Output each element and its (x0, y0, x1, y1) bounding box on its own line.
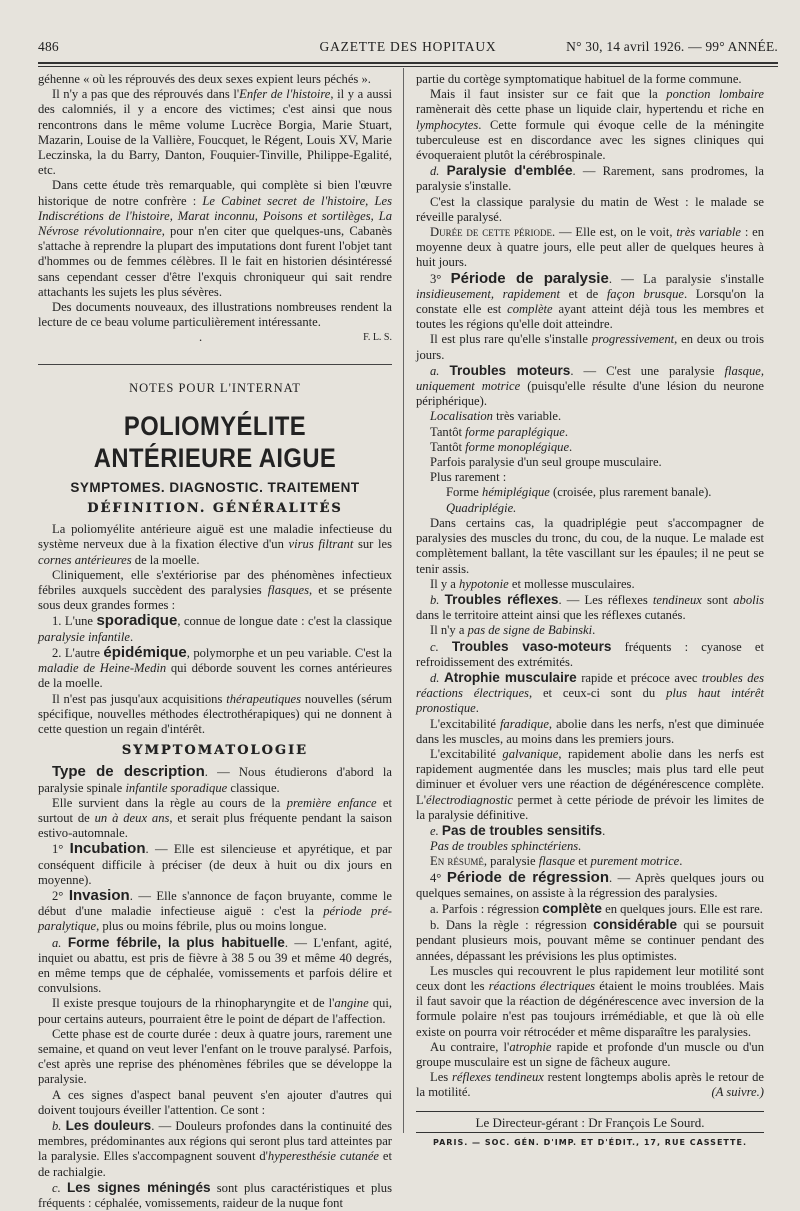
section-separator (38, 364, 392, 365)
paragraph: Localisation très variable. (430, 409, 562, 424)
paragraph: L'excitabilité faradique, abolie dans les nerfs, n'est que diminuée dans les muscles, au moins dans les premiers jours. (416, 716, 764, 746)
paragraph: En résumé, paralysie flasque et purement motrice. (430, 854, 683, 869)
review-paragraph: Dans cette étude très remarquable, qui complète si bien l'œuvre historique de notre confrère : Le Cabinet secret de l'histoire, Les Indiscrétions de l'histoire, Marat inconnu, Poisons et sortilèges, La Névrose révolutionnaire, pour n'en citer que quelques-uns, Cabanès s'attache à reprendre la plupart des imputations dont furent l'objet tant d'hommes ou de femmes célèbres. Il le fait en historien désintéressé sans cependant cesser d'être l'exquis chroniqueur qui sait rendre attachants les sujets les plus sévères. (38, 178, 392, 299)
paragraph: 2. L'autre épidémique, polymorphe et un peu variable. C'est la maladie de Heine-Medin qui déborde souvent les cornes antérieures de la moelle. (38, 643, 392, 691)
article-title: POLIOMYÉLITE ANTÉRIEURE AIGUE (93, 410, 337, 473)
paragraph: L'excitabilité galvanique, rapidement abolie dans les nerfs est rapidement augmentée dans les muscles; mais plus tard elle peut diminuer et évoluer vers une réaction de dégénérescence complète. L'électrodiagnostic permet à cette période de prévoir les limites de la paralysie définitive. (416, 746, 764, 822)
header-rule (38, 62, 778, 67)
paragraph: Tantôt forme monoplégique. (430, 439, 573, 454)
paragraph: b. Troubles réflexes. — Les réflexes tendineux sont abolis dans le territoire atteint ainsi que les réflexes cutanés. (416, 591, 765, 623)
paragraph: Pas de troubles sphinctériens. (430, 839, 582, 854)
paragraph: 2° Invasion. — Elle s'annonce de façon bruyante, comme le début d'une maladie infectieuse aiguë : c'est la période pré-paralytique, plus ou moins fébrile, plus ou moins longue. (38, 886, 393, 934)
paragraph: a. Troubles moteurs. — C'est une paralysie flasque, uniquement motrice (puisqu'elle résulte d'une lésion du neurone périphérique). (416, 362, 764, 409)
paragraph: d. Atrophie musculaire rapide et précoce avec troubles des réactions électriques, et ceux-ci sont du plus haut intérêt pronostique. (416, 669, 765, 716)
paragraph: Il est plus rare qu'elle s'installe progressivement, en deux ou trois jours. (416, 332, 764, 362)
review-paragraph: Il n'y a pas que des réprouvés dans l'Enfer de l'histoire, il y a aussi des calomniés, il y a encore des victimes; c'est ainsi que nous rencontrons dans le même volume Lucrèce Borgia, Marie Stuart, Mazarin, Louise de la Vallière, Foucquet, le Régent, Louis XV, Marie Leczinska, la du Barry, Danton, Fouquier-Tinville, Philippe-Egalité, etc. (38, 87, 392, 178)
review-paragraph: Des documents nouveaux, des illustrations nombreuses rendent la lecture de ce beau volume particulièrement intéressante. (38, 300, 392, 330)
paragraph: e. Pas de troubles sensitifs. (430, 822, 606, 838)
paragraph: a. Forme fébrile, la plus habituelle. — L'enfant, agité, inquiet ou abattu, est pris de fièvre à 38 5 ou 39 et même 40 degrés, en même temps que de céphalée, vomissements et parfois délire et convulsions. (38, 934, 393, 996)
printer-line: PARIS. — SOC. GÉN. D'IMP. ET D'ÉDIT., 17, RUE CASSETTE. (432, 1137, 748, 1147)
publisher-line: Le Directeur-gérant : Dr François Le Sourd. (416, 1115, 764, 1133)
page-footer (416, 1111, 764, 1150)
to-be-continued: (A suivre.) (711, 1085, 764, 1100)
paragraph: Mais il faut insister sur ce fait que la ponction lombaire ramènerait dès cette phase un liquide clair, hypertendu et riche en lymphocytes. Cette formule qui évoque celle de la méningite tuberculeuse est en discordance avec les signes cliniques qui évoqueraient plutôt la cérébrospinale. (416, 87, 764, 163)
review-paragraph: géhenne « où les réprouvés des deux sexes expient leurs péchés ». (38, 72, 371, 86)
paragraph: Cette phase est de courte durée : deux à quatre jours, rarement une semaine, et quand on veut lever l'enfant on le trouve paralysé. Parfois, c'est après une reprise des phénomènes fébriles que se développe la paralysie. (38, 1026, 392, 1087)
paragraph: partie du cortège symptomatique habituel de la forme commune. (416, 72, 742, 86)
paragraph: Au contraire, l'atrophie rapide et profonde d'un muscle ou d'un groupe musculaire est un signe de fâcheux augure. (416, 1039, 765, 1069)
paragraph: Parfois paralysie d'un seul groupe musculaire. (430, 455, 662, 470)
paragraph: b. Dans la règle : régression considérable qui se poursuit pendant plusieurs mois, pouvant même se continuer pendant des années, dépassant les prévisions les plus optimistes. (416, 917, 765, 963)
page-number: 486 (38, 39, 59, 54)
article-subtitle: SYMPTOMES. DIAGNOSTIC. TRAITEMENT (70, 479, 360, 495)
paragraph: Dans certains cas, la quadriplégie peut s'accompagner de paralysies des muscles du tronc, du cou, de la nuque. Le malade est complètement ballant, la tête vascillant sur les épaules; il ne peut se tenir assis. (416, 515, 764, 576)
paragraph: Elle survient dans la règle au cours de la première enfance et surtout de un à deux ans, et serait plus fréquente pendant la saison estivo-automnale. (38, 795, 393, 841)
right-column (416, 72, 765, 1147)
journal-title: GAZETTE DES HOPITAUX (319, 39, 497, 54)
paragraph: A ces signes d'aspect banal peuvent s'en ajouter d'autres qui doivent toujours éveiller l'attention. Ce sont : (38, 1087, 392, 1117)
paragraph: Les réflexes tendineux restent longtemps abolis après le retour de la motilité. (A suivre.) (416, 1070, 765, 1100)
paragraph: b. Les douleurs. — Douleurs profondes dans la continuité des membres, prédominantes aux régions qui seront plus tard atteintes par la paralysie. Elles s'accompagnent souvent d'hyperesthésie cutanée et de rachialgie. (38, 1117, 393, 1179)
paragraph: Plus rarement : (430, 470, 507, 485)
rubric-heading: NOTES POUR L'INTERNAT (129, 380, 301, 395)
paragraph: La poliomyélite antérieure aiguë est une maladie infectieuse du système nerveux due à la fixation élective d'un virus filtrant sur les cornes antérieures de la moelle. (38, 522, 392, 567)
column-divider (403, 68, 404, 1133)
paragraph: Il n'y a pas de signe de Babinski. (430, 623, 596, 638)
paragraph: Les muscles qui recouvrent le plus rapidement leur motilité sont ceux dont les réactions électriques étaient le moins troublées. Mais il faut savoir que la réaction de dégénérescence avec inversion de la formule polaire n'est pas toujours irrémédiable, et que là où elle existe on pourra voir rétrocéder et même disparaître les paralysies. (416, 963, 764, 1039)
paragraph: Durée de cette période. — Elle est, on le voit, très variable : en moyenne deux à quatre jours, elle peut aller de quelques heures à huit jours. (416, 225, 765, 270)
paragraph: Il existe presque toujours de la rhinopharyngite et de l'angine qui, pour certains auteurs, pourraient être le point de départ de l'affection. (38, 996, 392, 1026)
left-column (38, 72, 393, 1210)
section-heading-definition: DÉFINITION. GÉNÉRALITÉS (87, 501, 343, 517)
paragraph: c. Les signes méningés sont plus caractéristiques et plus fréquents : céphalée, vomissements, raideur de la nuque font (38, 1179, 393, 1210)
paragraph: Cliniquement, elle s'extériorise par des phénomènes infectieux fébriles auxquels succèdent des paralysies flasques, et se présente sous deux grandes formes : (38, 567, 392, 613)
paragraph: Il n'est pas jusqu'aux acquisitions thérapeutiques nouvelles (sérum spécifique, nouvelles méthodes électrothérapiques) qui ne donnent à cette question un regain d'intérêt. (38, 691, 392, 736)
paragraph: a. Parfois : régression complète en quelques jours. Elle est rare. (430, 900, 763, 916)
paragraph: c. Troubles vaso-moteurs fréquents : cyanose et refroidissement des extrémités. (416, 638, 764, 669)
paragraph: 4° Période de régression. — Après quelques jours ou quelques semaines, on assiste à la régression des paralysies. (416, 868, 765, 900)
paragraph: Il y a hypotonie et mollesse musculaires. (430, 576, 635, 591)
paragraph: Quadriplégie. (446, 500, 517, 515)
paragraph: Type de description. — Nous étudierons d'abord la paralysie spinale infantile sporadique classique. (38, 763, 392, 795)
page-header (38, 37, 778, 59)
paragraph: 1. L'une sporadique, connue de longue date : c'est la classique paralysie infantile. (38, 612, 392, 644)
section-heading-symptomatology: SYMPTOMATOLOGIE (121, 743, 309, 759)
paragraph: d. Paralysie d'emblée. — Rarement, sans prodromes, la paralysie s'installe. (416, 163, 765, 194)
paragraph: Tantôt forme paraplégique. (430, 424, 568, 439)
issue-info: N° 30, 14 avril 1926. — 99° ANNÉE. (566, 39, 778, 54)
review-signature: . F. L. S. (198, 330, 392, 345)
paragraph: 1° Incubation. — Elle est silencieuse et apyrétique, et par conséquent difficile à préciser (de deux à huit ou dix jours en moyenne). (38, 840, 392, 887)
paragraph: Forme hémiplégique (croisée, plus rarement banale). (446, 485, 712, 500)
paragraph: C'est la classique paralysie du matin de West : le malade se réveille paralysé. (416, 194, 764, 224)
paragraph: 3° Période de paralysie. — La paralysie s'installe insidieusement, rapidement et de façon brusque. Lorsqu'on la constate elle est complète ayant atteint déjà tous les membres et toutes les régions qu'elle doit atteindre. (416, 269, 765, 332)
